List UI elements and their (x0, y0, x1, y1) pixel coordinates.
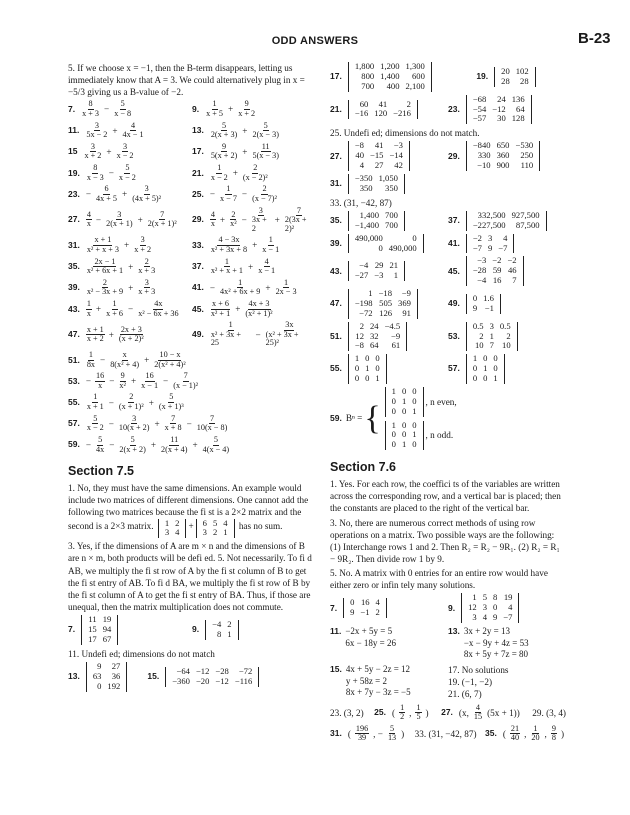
answer-7-6-1: 1. Yes. For each row, the coeffici ts of the variables are written across the corresponding row, and a vertical bar is placed; then the constants are placed to the right of the vertical bar. (330, 479, 561, 514)
system-answer-11: −2x + 5y = 5 6x − 18y = 26 (345, 626, 397, 648)
fraction: $\frac{1}{x - 7}$ (220, 184, 237, 203)
answer-item: 51. $\frac{1}{8x}$ − $\frac{x}{\text{8(x² + 4)}}$ + $\frac{10 - x}{\text{2(x² + 4)²}}$ (68, 350, 186, 369)
fraction: $\frac{7}{\text{2(x + 1)²}}$ (147, 209, 177, 229)
fraction: $\frac{3}{x + 2}$ (134, 235, 152, 254)
fraction: $\frac{9}{5(x + 2)}$ (210, 141, 238, 161)
fraction: $\frac{5}{2(x + 3)}$ (210, 120, 238, 140)
answer-item: 11. $\frac{3}{5x - 2}$ + $\frac{4}{4x - 1}$ (68, 120, 144, 140)
answer-row (68, 415, 316, 433)
fraction: $\frac{5}{4(x - 4)}$ (202, 434, 230, 454)
answer-row (68, 236, 316, 254)
answer-row (68, 122, 316, 140)
answer-row (68, 351, 316, 369)
answers-13-15: 13. 9 27 63 36 0 192 15. −64 −12 −28 −72 −360 −20 −12 −116 (68, 662, 316, 692)
answer-item: 55. $\frac{1}{x + 1}$ − $\frac{2}{\text{(x + 1)²}}$ + $\frac{5}{\text{(x + 1)³}}$ (68, 392, 184, 412)
matrix-b: 6 5 4 3 2 1 (196, 519, 235, 539)
fraction: $\frac{1}{x + 5}$ (206, 99, 223, 119)
fraction: $\frac{5}{2(x + 2)}$ (119, 434, 146, 454)
answer-row (68, 300, 316, 318)
partial-fraction-answers-wide (68, 351, 316, 454)
matrix-answer-35: 1,400 700 −1,400 700 (348, 211, 405, 231)
fraction: $\frac{5}{x - 2}$ (118, 163, 136, 182)
matrix-answer-23: −68 24 136 −54 −12 64 −57 30 128 (466, 95, 532, 125)
answer-item: 27. $\frac{4}{x}$ − $\frac{3}{2(x + 1)}$ + $\frac{7}{\text{2(x + 1)²}}$ (68, 209, 177, 229)
answer-item: 7. $\frac{8}{x + 3}$ − $\frac{5}{x - 8}$ (68, 99, 132, 119)
fraction: $\frac{21}{40}$ (510, 723, 520, 743)
system-answer-13: 3x + 2y = 13 −x − 9y + 4z = 53 8x + 5y + 7z = 80 (463, 626, 529, 660)
fraction: $\frac{3}{\text{(4x + 5)²}}$ (132, 184, 162, 203)
matrix-answer-51: 2 24 −4.5 12 32 −9 −8 64 61 (348, 322, 407, 352)
answer-item: 37. $\frac{1}{\text{x² + x + 1}}$ + $\frac{4}{x - 1}$ (192, 256, 276, 276)
matrix-answer-45: −3 −2 −2 −28 59 46 −4 16 7 (466, 256, 524, 286)
fraction: $\frac{10 - x}{\text{2(x² + 4)²}}$ (154, 350, 186, 369)
fraction: $\frac{x + 1}{x + 2}$ (86, 324, 104, 344)
answer-item: 17. $\frac{9}{5(x + 2)}$ + $\frac{11}{5(x - 3)}$ (192, 141, 279, 161)
fraction: $\frac{x + 6}{\text{x² + 1}}$ (210, 299, 231, 318)
fraction: $\frac{4}{4x - 1}$ (122, 120, 144, 140)
matrix-answer-49: 0 1.6 9 −1 (466, 294, 501, 314)
answer-33: 33. (31, −42, 87) (330, 197, 392, 208)
fraction: $\frac{1}{20}$ (531, 723, 540, 743)
fraction: $\frac{11}{5(x - 3)}$ (252, 141, 279, 161)
matrix-answer-47: 1 −18 −9 −198 505 369 −72 126 91 (348, 289, 418, 319)
fraction: $\frac{1}{\text{x² + x + 1}}$ (210, 256, 243, 276)
matrix-answer-41: −2 3 4 −7 9 −7 (466, 234, 515, 254)
answers-31-35: 31. ( $\frac{196}{39}$ , − $\frac{5}{13}$ ) 33. (31, −42, 87) 35. ( $\frac{21}{40}$ , $\frac{1}{20}$ , $\frac{9}{8}$ ) (330, 723, 564, 743)
fraction: $\frac{1}{x - 2}$ (210, 163, 228, 182)
answer-row (68, 436, 316, 454)
answers-17-19: 17. 1,800 1,200 1,300 800 1,400 600 700 400 2,100 19. 20 102 28 28 (330, 62, 566, 92)
system-answer-15: 4x + 5y − 2z = 12 y + 58z = 2 8x + 7y − 3z = −5 (345, 664, 411, 698)
fraction: $\frac{x}{\text{8(x² + 4)}}$ (110, 350, 140, 369)
answer-row (68, 258, 316, 276)
answer-row (68, 279, 316, 297)
answers-11-13: 11. −2x + 5y = 5 6x − 18y = 26 13. 3x + 2y = 13 −x − 9y + 4z = 53 8x + 5y + 7z = 80 (330, 626, 529, 660)
fraction: $\frac{4}{x}$ (210, 209, 215, 229)
answers-43-45: 43. −4 29 21 −27 −3 1 45. −3 −2 −2 −28 59 46 −4 16 7 (330, 256, 566, 286)
matrix-answer-29: −840 650 −530 330 360 250 −10 900 110 (466, 141, 540, 171)
matrix-answer-55: 1 0 0 0 1 0 0 0 1 (348, 354, 387, 384)
fraction: $\frac{1}{x + 6}$ (106, 299, 124, 318)
fraction: $\frac{9}{x + 2}$ (238, 99, 256, 119)
fraction: $\frac{3}{10(x + 2)}$ (118, 413, 150, 433)
fraction: $\frac{1}{2}$ (400, 702, 405, 722)
answer-row (68, 372, 316, 390)
fraction: $\frac{1}{x}$ (86, 299, 91, 318)
fraction: $\frac{196}{39}$ (355, 723, 369, 743)
fraction: $\frac{7}{\text{(x − 1)²}}$ (173, 371, 199, 390)
answer-row (68, 164, 316, 182)
answer-item: 45. $\frac{x + 6}{\text{x² + 1}}$ + $\frac{4x + 3}{\text{(x² + 1)²}}$ (192, 299, 273, 318)
fraction: $\frac{2x - 1}{\text{x² + 6x + 1}}$ (86, 256, 124, 276)
fraction: $\frac{5}{x - 8}$ (114, 99, 132, 119)
answer-59: 59. Bⁿ = { 1 0 0 0 1 0 0 0 1 , n even, 1 0 0 0 0 1 0 1 0 , n odd. (330, 385, 457, 450)
answer-item: 59. − $\frac{5}{4x}$ − $\frac{5}{2(x + 2)}$ + $\frac{11}{2(x + 4)}$ + $\frac{5}{4(x - 4)}$ (68, 434, 230, 454)
answer-item: 41. − $\frac{1}{\text{4x² + 6x + 9}}$ + $\frac{1}{2x - 3}$ (192, 277, 297, 297)
matrix-a: 1 2 3 4 (158, 519, 187, 539)
fraction: $\frac{9}{\text{x²}}$ (119, 371, 126, 390)
fraction: $\frac{1}{2x - 3}$ (275, 277, 297, 297)
answer-row (68, 321, 316, 348)
matrix-answer-19: 20 102 28 28 (494, 67, 535, 87)
fraction: $\frac{3}{3x + 2}$ (251, 205, 267, 233)
fraction: $\frac{2}{\text{x² − 3x + 9}}$ (86, 277, 124, 297)
fraction: $\frac{16}{x}$ (96, 371, 105, 390)
page-number: B-23 (578, 30, 611, 47)
answer-item: 57. $\frac{5}{x - 2}$ − $\frac{3}{10(x + 2)}$ + $\frac{7}{x + 8}$ − $\frac{7}{10(x - 8)}$ (68, 413, 228, 433)
answer-7-6-3: 3. No, there are numerous correct methods of using row operations on a matrix. Two possible ways are the following: (1) Interchange rows 1 and 2. Then R₂ = R₂ − 9R₁. (2) R₂ = R₁ − 9R₂. Then divide row 1 by 9. (330, 517, 560, 564)
matrix-answer-37: 332,500 927,500 −227,500 87,500 (466, 211, 547, 231)
answer-25: ( $\frac{1}{2}$ , $\frac{1}{5}$ ) (392, 702, 429, 722)
fraction: $\frac{6}{4x + 5}$ (96, 184, 118, 203)
fraction: $\frac{5}{13}$ (387, 723, 397, 743)
fraction: $\frac{5}{4x}$ (96, 434, 105, 454)
section-title-7-6: Section 7.6 (330, 460, 396, 475)
matrix-answer-27: −8 41 −3 40 −15 −14 4 27 42 (348, 141, 410, 171)
fraction: $\frac{1}{8x}$ (86, 350, 96, 369)
augmented-matrix-9: 1 5 8 19 12 3 0 4 3 4 9 −7 (461, 593, 519, 623)
answer-19: 19. (−1, −2) (448, 677, 493, 688)
answer-21: 21. (6, 7) (448, 689, 482, 700)
answers-7-9: 7. 11 19 15 94 17 67 9. −4 2 8 1 (68, 615, 316, 645)
fraction: $\frac{2}{\text{x²}}$ (230, 209, 237, 229)
answer-25: 25. Undefi ed; dimensions do not match. (330, 128, 480, 139)
fraction: $\frac{4x}{\text{x² − 6x + 36}}$ (138, 299, 179, 318)
answer-item: 13. $\frac{5}{2(x + 3)}$ + $\frac{5}{2(x - 3)}$ (192, 120, 279, 140)
fraction: $\frac{1}{\text{4x² + 6x + 9}}$ (220, 277, 261, 297)
fraction: $\frac{4}{15}$ (473, 702, 483, 722)
answer-item: 31. $\frac{x + 1}{\text{x² + x + 3}}$ + $\frac{3}{x + 2}$ (68, 235, 152, 254)
answer-item: 53. − $\frac{16}{x}$ − $\frac{9}{\text{x²}}$ + $\frac{16}{x - 1}$ − $\frac{7}{\text{(x − 1)²}}$ (68, 371, 199, 390)
answer-row (68, 185, 316, 203)
partial-fraction-answers (68, 100, 316, 348)
answer-item: 35. $\frac{2x - 1}{\text{x² + 6x + 1}}$ + $\frac{2}{x + 3}$ (68, 256, 156, 276)
matrix-answer-43: −4 29 21 −27 −3 1 (348, 261, 405, 281)
fraction: $\frac{4}{x - 1}$ (258, 256, 276, 276)
answer-7-6-5: 5. No. A matrix with 0 entries for an entire row would have either zero or infin tely many solutions. (330, 568, 548, 591)
answer-33: 33. (31, −42, 87) (414, 728, 477, 739)
answer-item: 23. − $\frac{6}{4x + 5}$ + $\frac{3}{\text{(4x + 5)²}}$ (68, 184, 162, 203)
matrix-answer-7: 11 19 15 94 17 67 (81, 615, 118, 645)
answer-17: 17. No solutions (448, 665, 509, 676)
left-brace: { (364, 399, 381, 437)
answers-55-57: 55. 1 0 0 0 1 0 0 0 1 57. 1 0 0 0 1 0 0 0 1 (330, 354, 566, 384)
fraction: $\frac{7}{10(x - 8)}$ (196, 413, 228, 433)
answer-35: ( $\frac{21}{40}$ , $\frac{1}{20}$ , $\frac{9}{8}$ ) (502, 723, 564, 743)
answers-51-53: 51. 2 24 −4.5 12 32 −9 −8 64 61 53. 0.5 3 0.5 2 1 2 10 7 10 (330, 322, 566, 352)
matrix-answer-59-odd: 1 0 0 0 0 1 0 1 0 (385, 421, 424, 451)
answers-21-23: 21. 60 41 2 −16 120 −216 23. −68 24 136 −54 −12 64 −57 30 128 (330, 95, 566, 125)
fraction: $\frac{3}{x + 3}$ (138, 277, 156, 297)
answer-7-5-3: 3. Yes, if the dimensions of A are m × n and the dimensions of B are n × m, both products will be defi ed. 5. Not necessarily. To fi d AB, we multiply the fi st row of A by the fi st column of B to get the fi st entry of AB. To fi d BA, we multiply the fi st row of B by the fi st column of A to get the fi st entry of BA. Thus, if those are unequal, then the matrix multiplication does not commute. (68, 541, 312, 613)
fraction: $\frac{8}{x + 3}$ (82, 99, 99, 119)
answer-item: 33. $\frac{4 - 3x}{\text{x² + 3x + 8}}$ + $\frac{1}{x - 1}$ (192, 235, 280, 254)
answer-item: 39. $\frac{2}{\text{x² − 3x + 9}}$ + $\frac{3}{x + 3}$ (68, 277, 156, 297)
fraction: $\frac{4 - 3x}{\text{x² + 3x + 8}}$ (210, 235, 248, 254)
fraction: $\frac{5}{x - 2}$ (86, 413, 104, 433)
answer-item: 15 $\frac{3}{x + 2}$ + $\frac{3}{x - 2}$ (68, 141, 134, 161)
answer-row (68, 100, 316, 118)
answer-23: 23. (3, 2) (330, 707, 364, 718)
answer-row (68, 207, 316, 234)
answers-15-21: 15. 4x + 5y − 2z = 12 y + 58z = 2 8x + 7y − 3z = −5 17. No solutions 19. (−1, −2) 21. (6, 7) (330, 664, 509, 700)
answer-31: ( $\frac{196}{39}$ , − $\frac{5}{13}$ ) (347, 723, 405, 743)
answers-7-6-7-9: 7. 0 16 4 9 −1 2 9. 1 5 8 19 12 3 0 4 3 4 9 −7 (330, 593, 566, 623)
answer-5: 5. If we choose x = −1, then the B-term disappears, letting us immediately know that A = 3. We could alternatively plug in x = −5/3 giving us a B-value of −2. (68, 63, 305, 98)
answer-29: 29. (3, 4) (532, 707, 566, 718)
fraction: $\frac{2}{\text{(x − 7)²}}$ (252, 184, 277, 203)
matrix-answer-15: −64 −12 −28 −72 −360 −20 −12 −116 (165, 667, 259, 687)
answers-47-49: 47. 1 −18 −9 −198 505 369 −72 126 91 49. 0 1.6 9 −1 (330, 289, 566, 319)
fraction: $\frac{5}{2(x - 3)}$ (252, 120, 279, 140)
section-title-7-5: Section 7.5 (68, 464, 134, 479)
matrix-answer-13: 9 27 63 36 0 192 (86, 662, 127, 692)
fraction: $\frac{9}{8}$ (551, 723, 556, 743)
running-header: ODD ANSWERS (271, 35, 359, 47)
matrix-answer-53: 0.5 3 0.5 2 1 2 10 7 10 (466, 322, 518, 352)
answer-item: 43. $\frac{1}{x}$ + $\frac{1}{x + 6}$ − $\frac{4x}{\text{x² − 6x + 36}}$ (68, 299, 179, 318)
answer-item: 9. $\frac{1}{x + 5}$ + $\frac{9}{x + 2}$ (192, 99, 256, 119)
answer-item: 29. $\frac{4}{x}$ + $\frac{2}{\text{x²}}$ − $\frac{3}{3x + 2}$ + $\frac{7}{\text{2(3x + 2)²}}$ (192, 207, 316, 234)
answer-11: 11. Undefi ed; dimensions do not match (68, 648, 215, 659)
fraction: $\frac{3}{x + 2}$ (84, 141, 102, 161)
matrix-answer-17: 1,800 1,200 1,300 800 1,400 600 700 400 2,100 (348, 62, 432, 92)
matrix-answer-9: −4 2 8 1 (205, 620, 238, 640)
answer-item: 47. $\frac{x + 1}{x + 2}$ + $\frac{2x + 3}{\text{(x + 2)²}}$ (68, 324, 144, 344)
fraction: $\frac{2}{\text{(x + 1)²}}$ (118, 392, 144, 412)
answers-35-37: 35. 1,400 700 −1,400 700 37. 332,500 927,500 −227,500 87,500 (330, 211, 566, 231)
augmented-matrix-7: 0 16 4 9 −1 2 (343, 598, 387, 618)
fraction: $\frac{4x + 3}{\text{(x² + 1)²}}$ (245, 299, 273, 318)
fraction: $\frac{2x + 3}{\text{(x + 2)²}}$ (118, 324, 144, 344)
fraction: $\frac{1}{5}$ (416, 702, 421, 722)
fraction: $\frac{3x}{\text{(x² + 3x + 25)²}}$ (265, 320, 299, 348)
right-column (330, 62, 566, 746)
answer-item: 19. $\frac{8}{x - 3}$ − $\frac{5}{x - 2}$ (68, 163, 136, 182)
fraction: $\frac{2}{x + 3}$ (138, 256, 156, 276)
answer-item: 49. $\frac{1}{\text{x² + 3x + 25}}$ − $\frac{3x}{\text{(x² + 3x + 25)²}}$ (192, 321, 316, 348)
fraction: $\frac{11}{2(x + 4)}$ (161, 434, 188, 454)
answers-27-29: 27. −8 41 −3 40 −15 −14 4 27 42 29. −840 650 −530 330 360 250 −10 900 110 (330, 141, 566, 171)
matrix-answer-39: 490,000 0 0 490,000 (348, 234, 424, 254)
fraction: $\frac{1}{x + 1}$ (86, 392, 104, 412)
fraction: $\frac{1}{x - 1}$ (262, 235, 280, 254)
answer-row (68, 393, 316, 411)
answer-7-5-1: 1. No, they must have the same dimensions. An example would include two matrices of different dimensions. One cannot add the following two matrices because the fi st is a 2×2 matrix and the second is a 2×3 matrix. 1 2 3 4 + 6 5 4 3 2 1 has no sum. (68, 483, 309, 538)
fraction: $\frac{3}{2(x + 1)}$ (106, 209, 133, 229)
fraction: $\frac{8}{x - 3}$ (86, 163, 104, 182)
fraction: $\frac{4}{x}$ (86, 209, 91, 229)
answer-row (68, 143, 316, 161)
fraction: $\frac{1}{\text{x² + 3x + 25}}$ (210, 320, 241, 348)
matrix-answer-21: 60 41 2 −16 120 −216 (348, 100, 418, 120)
answers-39-41: 39. 490,000 0 0 490,000 41. −2 3 4 −7 9 −7 (330, 234, 566, 254)
matrix-answer-59-even: 1 0 0 0 1 0 0 0 1 (385, 387, 424, 417)
left-column (68, 62, 316, 695)
fraction: $\frac{x + 1}{\text{x² + x + 3}}$ (86, 235, 119, 254)
matrix-answer-31: −350 1,050 350 350 (348, 174, 405, 194)
fraction: $\frac{7}{x + 8}$ (164, 413, 182, 433)
fraction: $\frac{3}{x - 2}$ (116, 141, 134, 161)
answer-item: 25. − $\frac{1}{x - 7}$ − $\frac{2}{\text{(x − 7)²}}$ (192, 184, 277, 203)
fraction: $\frac{16}{x - 1}$ (141, 371, 159, 390)
answer-27: (x, $\frac{4}{15}$ (5x + 1)) (458, 702, 520, 722)
fraction: $\frac{7}{\text{2(3x + 2)²}}$ (284, 205, 307, 233)
matrix-answer-57: 1 0 0 0 1 0 0 0 1 (466, 354, 505, 384)
answer-item: 21. $\frac{1}{x - 2}$ + $\frac{2}{\text{(x − 2)²}}$ (192, 163, 268, 182)
fraction: $\frac{3}{5x - 2}$ (86, 120, 108, 140)
fraction: $\frac{5}{\text{(x + 1)³}}$ (158, 392, 184, 412)
fraction: $\frac{2}{\text{(x − 2)²}}$ (242, 163, 268, 182)
answers-23-29: 23. (3, 2) 25. ( $\frac{1}{2}$ , $\frac{1}{5}$ ) 27. (x, $\frac{4}{15}$ (5x + 1)) 29. (3, 4) (330, 702, 566, 722)
answer-31: 31. −350 1,050 350 350 (330, 174, 566, 194)
